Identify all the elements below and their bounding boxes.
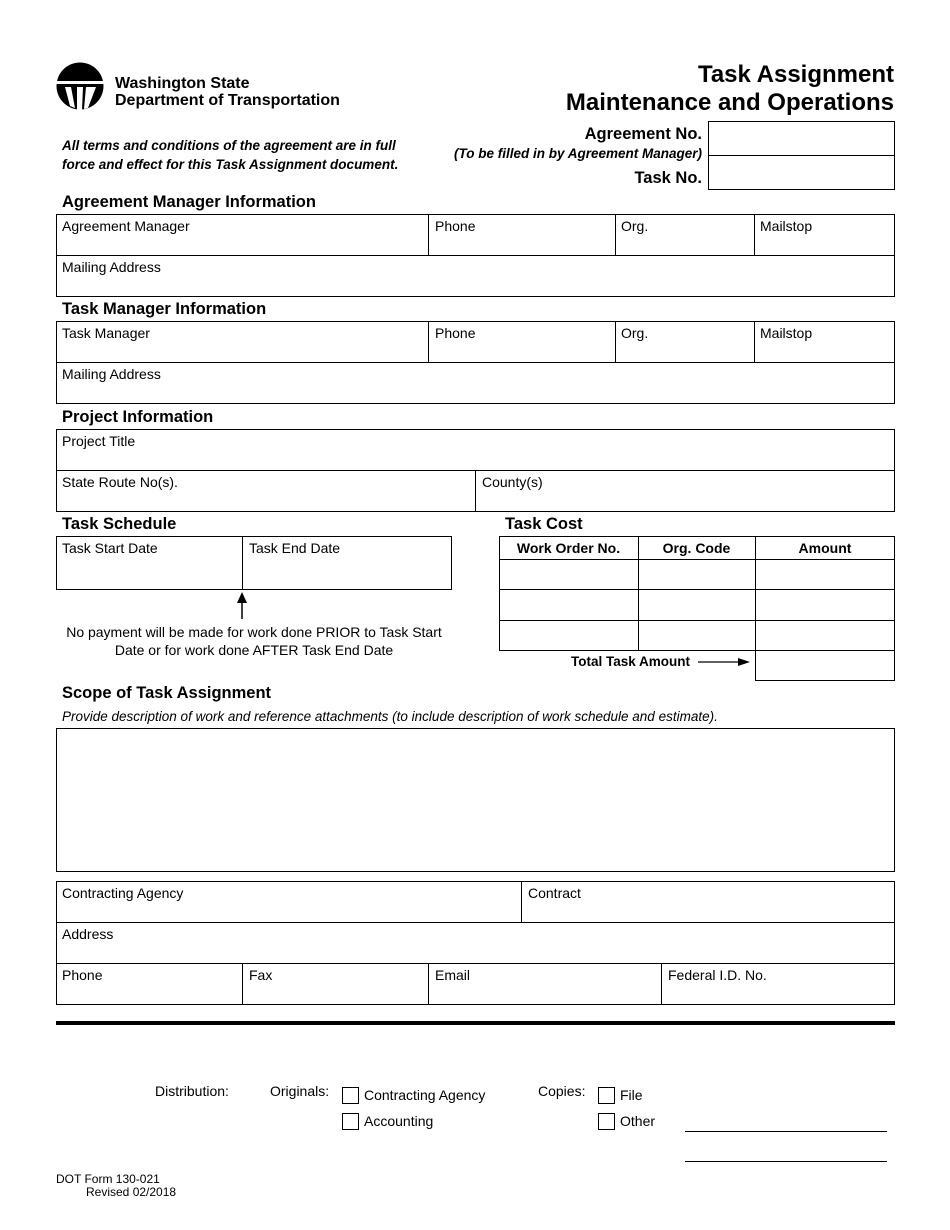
fax-field[interactable]: Fax bbox=[249, 967, 273, 983]
agreement-no-label: Agreement No. bbox=[584, 125, 702, 143]
form-revision: Revised 02/2018 bbox=[86, 1185, 177, 1199]
task-end-date-field[interactable]: Task End Date bbox=[249, 540, 341, 556]
payment-note-line2: Date or for work done AFTER Task End Date bbox=[114, 642, 394, 658]
section-divider bbox=[56, 1021, 895, 1025]
agreement-manager-note: (To be filled in by Agreement Manager) bbox=[453, 146, 702, 161]
task-manager-mailstop-field[interactable]: Mailstop bbox=[760, 325, 813, 341]
arrow-up-icon bbox=[236, 592, 248, 620]
org-code-column-header: Org. Code bbox=[662, 540, 731, 556]
accounting-option: Accounting bbox=[364, 1113, 434, 1129]
org-name-line1: Washington State bbox=[115, 75, 250, 92]
other-checkbox[interactable] bbox=[598, 1113, 615, 1130]
task-no-label: Task No. bbox=[634, 169, 702, 187]
total-task-amount-field[interactable] bbox=[755, 650, 895, 681]
org-name-line2: Department of Transportation bbox=[115, 92, 340, 109]
project-heading: Project Information bbox=[62, 408, 214, 426]
other-option: Other bbox=[620, 1113, 656, 1129]
task-manager-address-field[interactable]: Mailing Address bbox=[62, 366, 161, 382]
agreement-manager-org-field[interactable]: Org. bbox=[621, 218, 649, 234]
agreement-manager-heading: Agreement Manager Information bbox=[62, 193, 316, 211]
file-checkbox[interactable] bbox=[598, 1087, 615, 1104]
originals-label: Originals: bbox=[270, 1083, 330, 1099]
form-number: DOT Form 130-021 bbox=[56, 1172, 160, 1186]
task-no-field[interactable] bbox=[708, 155, 895, 190]
contracting-agency-option: Contracting Agency bbox=[364, 1087, 486, 1103]
contracting-agency-checkbox[interactable] bbox=[342, 1087, 359, 1104]
file-option: File bbox=[620, 1087, 643, 1103]
agreement-manager-field[interactable]: Agreement Manager bbox=[62, 218, 190, 234]
county-field[interactable]: County(s) bbox=[482, 474, 543, 490]
copies-label: Copies: bbox=[538, 1083, 586, 1099]
federal-id-field[interactable]: Federal I.D. No. bbox=[668, 967, 767, 983]
wsdot-logo-icon bbox=[56, 62, 104, 110]
agreement-manager-phone-field[interactable]: Phone bbox=[435, 218, 476, 234]
task-manager-heading: Task Manager Information bbox=[62, 300, 267, 318]
cost-row-2[interactable] bbox=[499, 590, 895, 620]
cost-row-1[interactable] bbox=[499, 560, 895, 589]
terms-line2: force and effect for this Task Assignment document. bbox=[62, 157, 399, 172]
form-title-line2: Maintenance and Operations bbox=[565, 89, 894, 116]
task-cost-heading: Task Cost bbox=[505, 515, 583, 533]
address-field[interactable]: Address bbox=[62, 926, 114, 942]
state-route-field[interactable]: State Route No(s). bbox=[62, 474, 178, 490]
accounting-checkbox[interactable] bbox=[342, 1113, 359, 1130]
scope-description-field[interactable] bbox=[56, 728, 895, 872]
contracting-agency-field[interactable]: Contracting Agency bbox=[62, 885, 184, 901]
distribution-label: Distribution: bbox=[155, 1083, 229, 1099]
amount-column-header: Amount bbox=[798, 540, 852, 556]
task-start-date-field[interactable]: Task Start Date bbox=[62, 540, 158, 556]
form-title-line1: Task Assignment bbox=[697, 61, 894, 88]
terms-line1: All terms and conditions of the agreement are in full bbox=[62, 138, 396, 153]
scope-instructions: Provide description of work and reference attachments (to include description of work schedule and estimate). bbox=[62, 709, 718, 724]
work-order-column-header: Work Order No. bbox=[516, 540, 621, 556]
agreement-manager-address-field[interactable]: Mailing Address bbox=[62, 259, 161, 275]
task-manager-phone-field[interactable]: Phone bbox=[435, 325, 476, 341]
project-title-field[interactable]: Project Title bbox=[62, 433, 136, 449]
agreement-no-field[interactable] bbox=[708, 121, 895, 156]
other-copy-line-2[interactable] bbox=[685, 1161, 887, 1162]
other-copy-line-1[interactable] bbox=[685, 1131, 887, 1132]
payment-note-line1: No payment will be made for work done PRIOR to Task Start bbox=[66, 624, 442, 640]
scope-heading: Scope of Task Assignment bbox=[62, 684, 272, 702]
phone-field[interactable]: Phone bbox=[62, 967, 103, 983]
arrow-right-icon bbox=[698, 657, 750, 667]
cost-row-3[interactable] bbox=[499, 621, 895, 650]
contract-field[interactable]: Contract bbox=[528, 885, 581, 901]
email-field[interactable]: Email bbox=[435, 967, 471, 983]
task-schedule-heading: Task Schedule bbox=[62, 515, 177, 533]
task-manager-field[interactable]: Task Manager bbox=[62, 325, 150, 341]
total-task-amount-label: Total Task Amount bbox=[571, 654, 691, 669]
agreement-manager-mailstop-field[interactable]: Mailstop bbox=[760, 218, 813, 234]
task-manager-org-field[interactable]: Org. bbox=[621, 325, 649, 341]
